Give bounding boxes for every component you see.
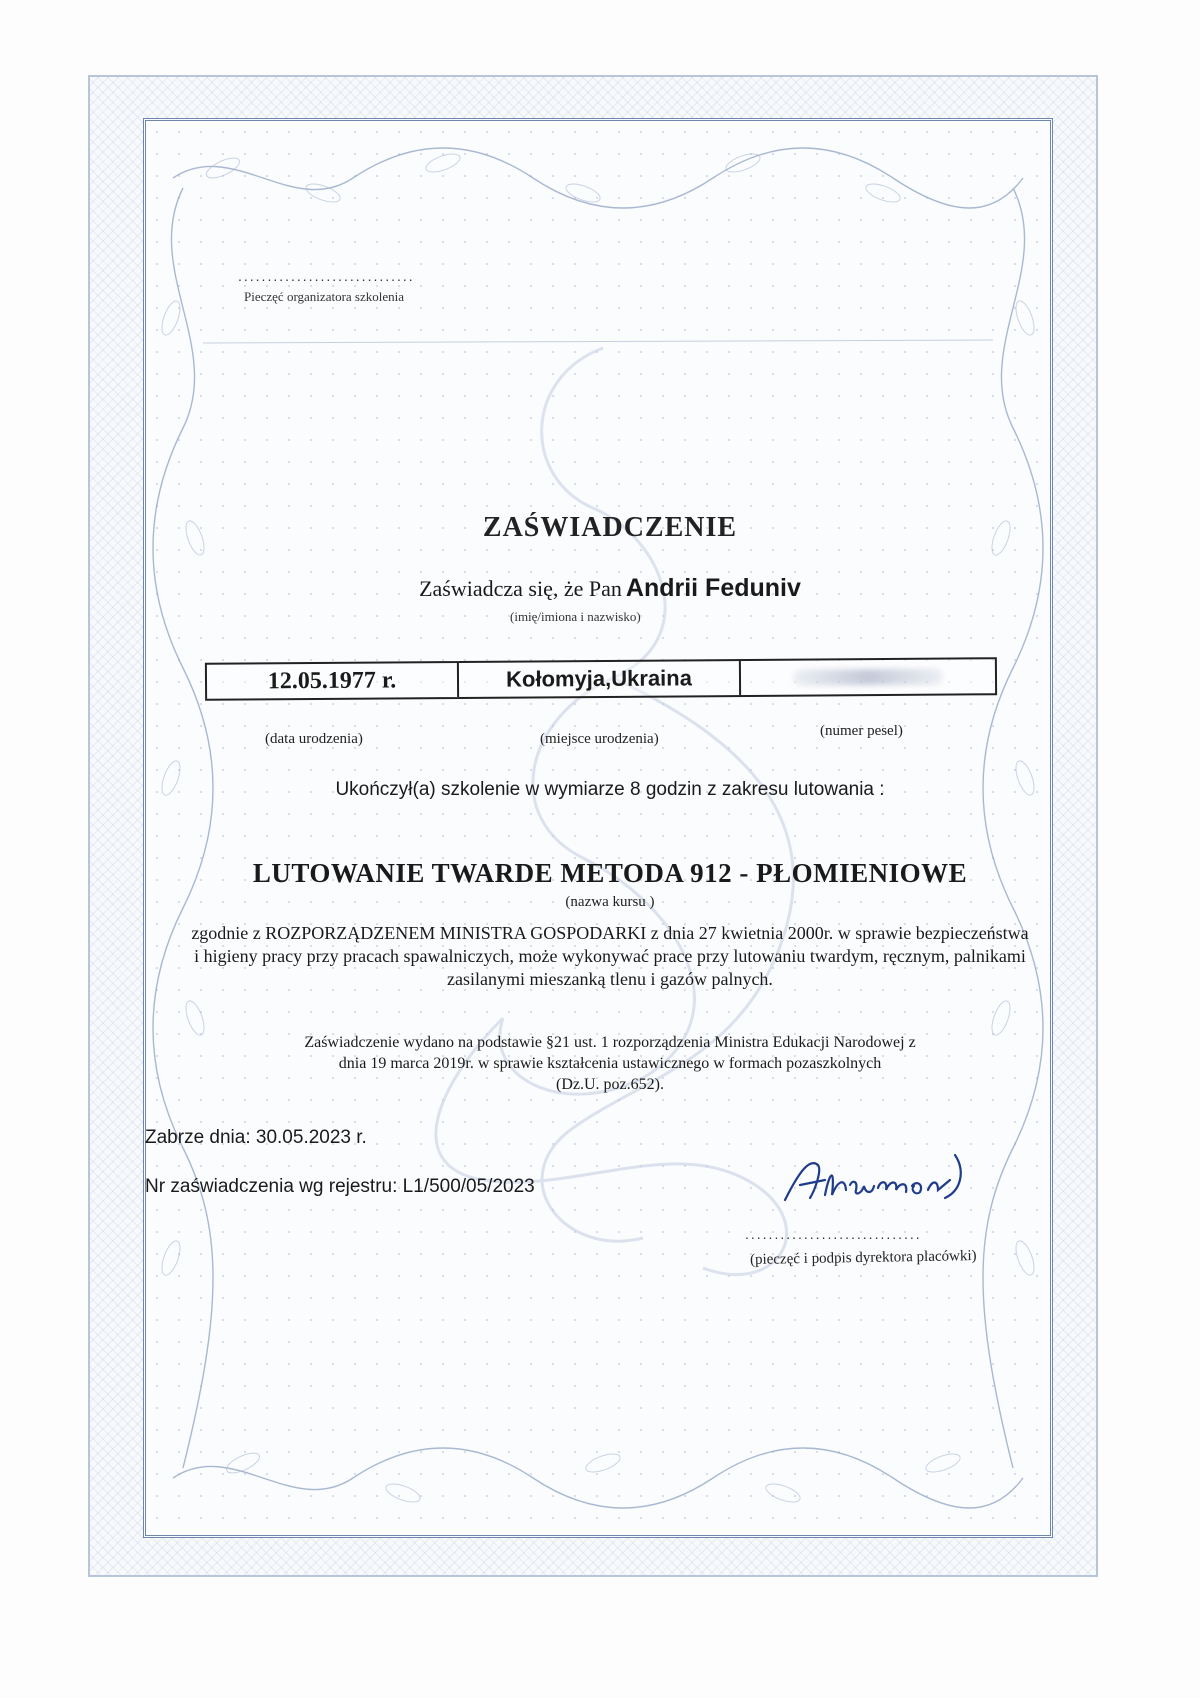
inner-frame: [143, 118, 1053, 1538]
attestation-line: [0, 574, 1200, 603]
pesel-caption: (numer pesel): [820, 723, 903, 739]
document-title: ZAŚWIADCZENIE: [482, 512, 738, 543]
birth-place-cell: Kołomyja,Ukraina: [459, 661, 741, 697]
signature-dots: ..............................: [745, 1226, 922, 1242]
birth-place-caption: (miejsce urodzenia): [540, 731, 659, 747]
director-caption: (pieczęć i podpis dyrektora placówki): [749, 1248, 977, 1268]
director-signature: [780, 1150, 980, 1210]
organizer-stamp-dots: ..............................: [238, 268, 415, 284]
regulation-line-3: zasilanymi mieszanką tlenu i gazów palnych.: [447, 969, 773, 989]
regulation-line-1: zgodnie z ROZPORZĄDZENEM MINISTRA GOSPODARKI z dnia 27 kwietnia 2000r. w sprawie bezpieczeństwa: [191, 923, 1029, 943]
name-caption: (imię/imiona i nazwisko): [510, 609, 641, 624]
birth-date-cell: 12.05.1977 r.: [207, 663, 459, 699]
birth-date-caption: (data urodzenia): [265, 731, 363, 747]
organizer-stamp-label: Pieczęć organizatora szkolenia: [244, 289, 405, 304]
person-name: Andrii Feduniv: [625, 574, 801, 602]
course-name: LUTOWANIE TWARDE METODA 912 - PŁOMIENIOWE: [252, 858, 968, 888]
regulation-line-2: i higieny pracy przy pracach spawalniczych, może wykonywać prace przy lutowaniu twardym, ręcznym, palnikami: [194, 946, 1026, 966]
legal-basis-line-1: Zaświadczenie wydano na podstawie §21 ust. 1 rozporządzenia Ministra Edukacji Narodowej z: [304, 1034, 916, 1051]
legal-basis-line-2: dnia 19 marca 2019r. w sprawie kształcenia ustawicznego w formach pozaszkolnych: [338, 1055, 882, 1072]
attestation-prefix: Zaświadcza się, że Pan: [419, 576, 622, 601]
legal-basis-line-3: (Dz.U. poz.652).: [556, 1076, 664, 1093]
course-caption: (nazwa kursu ): [565, 894, 655, 910]
personal-data-box: [205, 657, 997, 701]
pesel-redacted: [793, 669, 943, 686]
place-and-date: Zabrze dnia: 30.05.2023 r.: [145, 1127, 367, 1148]
completed-line: Ukończył(a) szkolenie w wymiarze 8 godzin z zakresu lutowania :: [335, 779, 885, 800]
legal-basis-text: [150, 1032, 1070, 1095]
pesel-cell: [741, 659, 995, 695]
regulation-text: [150, 922, 1070, 991]
register-number: Nr zaświadczenia wg rejestru: L1/500/05/2023: [145, 1176, 535, 1197]
